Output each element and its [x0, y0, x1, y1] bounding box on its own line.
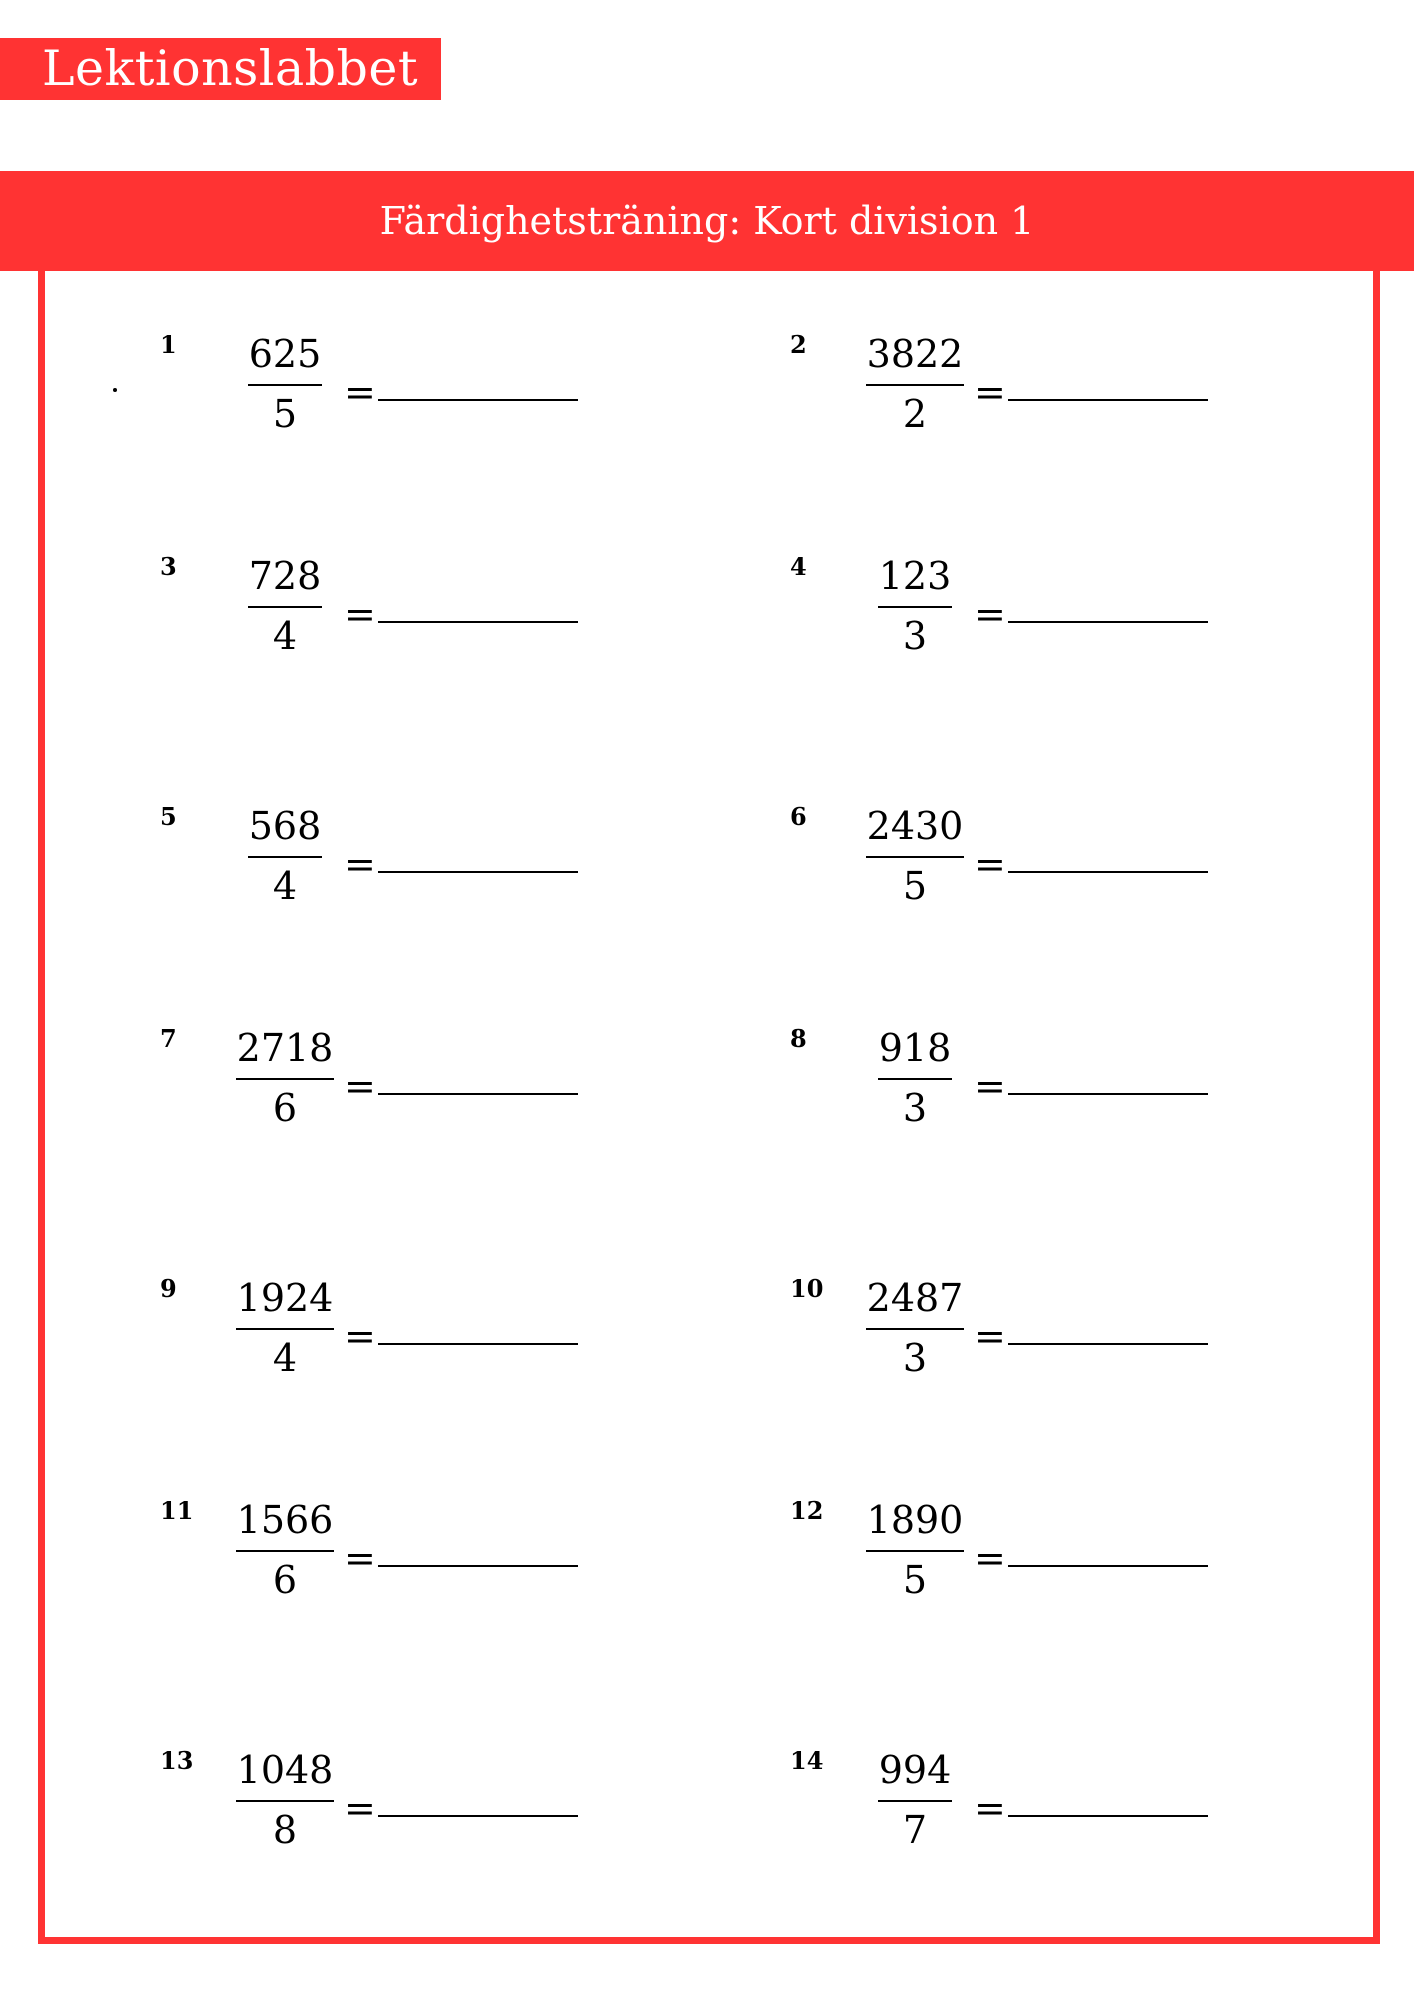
answer-line[interactable]: [378, 1565, 578, 1567]
answer-line[interactable]: [1008, 1343, 1208, 1345]
equals-sign: =: [344, 1064, 376, 1108]
equals-sign: =: [344, 1314, 376, 1358]
problem-number: 6: [790, 802, 807, 831]
stray-dot: [113, 388, 117, 392]
fraction: [860, 1024, 970, 1132]
numerator: 568: [248, 804, 322, 848]
fraction-bar: [248, 384, 322, 386]
numerator: 2487: [866, 1276, 964, 1320]
problem-4: [790, 552, 1230, 682]
fraction-bar: [878, 1800, 952, 1802]
numerator: 123: [878, 554, 952, 598]
denominator: 2: [902, 392, 928, 436]
problem-number: 12: [790, 1496, 824, 1525]
answer-line[interactable]: [1008, 399, 1208, 401]
numerator: 1924: [236, 1276, 334, 1320]
problem-number: 5: [160, 802, 177, 831]
denominator: 3: [902, 614, 928, 658]
fraction-bar: [236, 1328, 334, 1330]
fraction: [860, 1274, 970, 1382]
problem-number: 9: [160, 1274, 177, 1303]
numerator: 3822: [866, 332, 964, 376]
fraction-bar: [248, 856, 322, 858]
problem-14: [790, 1746, 1230, 1876]
equals-sign: =: [344, 1536, 376, 1580]
answer-line[interactable]: [1008, 1815, 1208, 1817]
answer-line[interactable]: [1008, 871, 1208, 873]
problem-2: [790, 330, 1230, 460]
problem-number: 4: [790, 552, 807, 581]
fraction: [230, 1496, 340, 1604]
problem-number: 13: [160, 1746, 194, 1775]
denominator: 3: [902, 1336, 928, 1380]
equals-sign: =: [974, 1786, 1006, 1830]
fraction-bar: [866, 384, 964, 386]
fraction: [230, 1024, 340, 1132]
problem-5: [160, 802, 600, 932]
fraction-bar: [236, 1800, 334, 1802]
answer-line[interactable]: [378, 1815, 578, 1817]
problem-9: [160, 1274, 600, 1404]
equals-sign: =: [974, 592, 1006, 636]
numerator: 994: [878, 1748, 952, 1792]
answer-line[interactable]: [378, 871, 578, 873]
problem-7: [160, 1024, 600, 1154]
denominator: 4: [272, 864, 298, 908]
denominator: 8: [272, 1808, 298, 1852]
fraction-bar: [866, 1550, 964, 1552]
denominator: 4: [272, 1336, 298, 1380]
problem-10: [790, 1274, 1230, 1404]
fraction-bar: [878, 1078, 952, 1080]
fraction: [860, 1746, 970, 1854]
problem-6: [790, 802, 1230, 932]
problem-11: [160, 1496, 600, 1626]
numerator: 625: [248, 332, 322, 376]
numerator: 1048: [236, 1748, 334, 1792]
problem-8: [790, 1024, 1230, 1154]
equals-sign: =: [974, 1064, 1006, 1108]
fraction: [230, 1746, 340, 1854]
problem-3: [160, 552, 600, 682]
answer-line[interactable]: [378, 399, 578, 401]
fraction-bar: [236, 1550, 334, 1552]
denominator: 3: [902, 1086, 928, 1130]
fraction: [860, 330, 970, 438]
answer-line[interactable]: [378, 1343, 578, 1345]
fraction-bar: [866, 856, 964, 858]
equals-sign: =: [344, 842, 376, 886]
denominator: 4: [272, 614, 298, 658]
brand-logo: Lektionslabbet: [0, 38, 441, 100]
problem-number: 11: [160, 1496, 194, 1525]
equals-sign: =: [974, 842, 1006, 886]
fraction: [860, 1496, 970, 1604]
problem-number: 2: [790, 330, 807, 359]
answer-line[interactable]: [1008, 621, 1208, 623]
denominator: 6: [272, 1558, 298, 1602]
numerator: 1566: [236, 1498, 334, 1542]
fraction: [860, 802, 970, 910]
worksheet-title: Färdighetsträning: Kort division 1: [0, 171, 1414, 271]
equals-sign: =: [974, 1314, 1006, 1358]
problem-number: 14: [790, 1746, 824, 1775]
answer-line[interactable]: [378, 621, 578, 623]
denominator: 6: [272, 1086, 298, 1130]
answer-line[interactable]: [1008, 1093, 1208, 1095]
problem-number: 10: [790, 1274, 824, 1303]
problem-number: 8: [790, 1024, 807, 1053]
equals-sign: =: [344, 370, 376, 414]
equals-sign: =: [974, 1536, 1006, 1580]
numerator: 2718: [236, 1026, 334, 1070]
equals-sign: =: [974, 370, 1006, 414]
problem-number: 3: [160, 552, 177, 581]
fraction: [230, 802, 340, 910]
equals-sign: =: [344, 592, 376, 636]
answer-line[interactable]: [378, 1093, 578, 1095]
fraction: [230, 330, 340, 438]
numerator: 918: [878, 1026, 952, 1070]
fraction: [860, 552, 970, 660]
numerator: 728: [248, 554, 322, 598]
fraction-bar: [248, 606, 322, 608]
fraction-bar: [866, 1328, 964, 1330]
equals-sign: =: [344, 1786, 376, 1830]
fraction: [230, 552, 340, 660]
denominator: 5: [272, 392, 298, 436]
denominator: 5: [902, 864, 928, 908]
problem-number: 7: [160, 1024, 177, 1053]
denominator: 7: [902, 1808, 928, 1852]
denominator: 5: [902, 1558, 928, 1602]
fraction: [230, 1274, 340, 1382]
problem-13: [160, 1746, 600, 1876]
fraction-bar: [236, 1078, 334, 1080]
problem-number: 1: [160, 330, 177, 359]
fraction-bar: [878, 606, 952, 608]
answer-line[interactable]: [1008, 1565, 1208, 1567]
problem-12: [790, 1496, 1230, 1626]
numerator: 2430: [866, 804, 964, 848]
problem-1: [160, 330, 600, 460]
numerator: 1890: [866, 1498, 964, 1542]
